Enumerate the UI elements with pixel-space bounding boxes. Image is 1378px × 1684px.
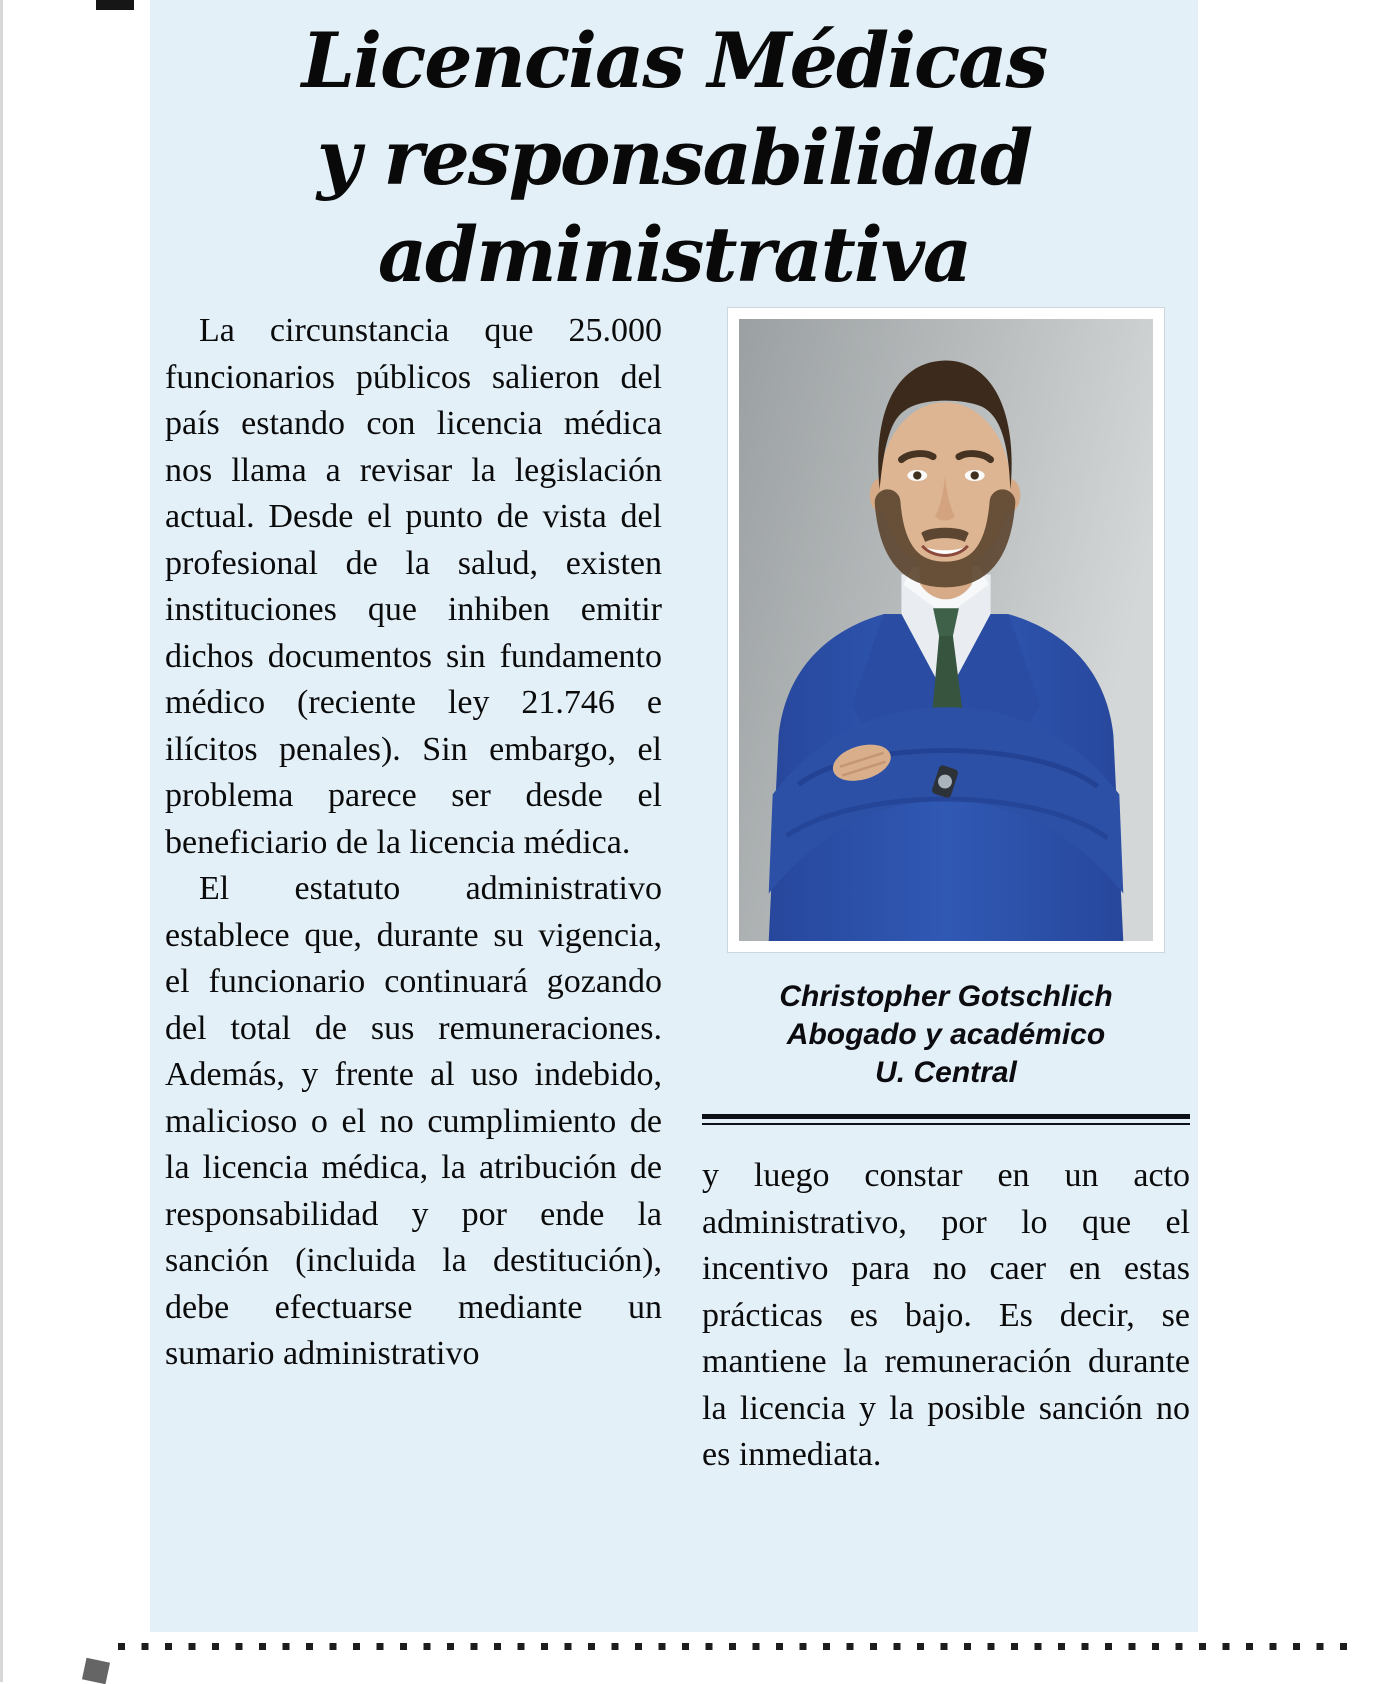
article-column-left: [165, 308, 662, 1378]
portrait-illustration: [739, 319, 1153, 941]
article-title: [150, 12, 1198, 303]
bottom-corner-mark: [82, 1658, 110, 1684]
article-column-right: [702, 308, 1190, 1479]
portrait-photo: [728, 308, 1164, 952]
caption-name: Christopher Gotschlich: [779, 980, 1113, 1013]
bottom-dotted-rule: [118, 1643, 1348, 1650]
photo-caption: [702, 978, 1190, 1092]
title-line-3: administrativa: [377, 210, 971, 299]
article-panel: [150, 0, 1198, 1632]
page-top-mark: [96, 0, 134, 10]
title-line-1: Licencias Médicas: [301, 16, 1047, 105]
title-line-2: y responsabilidad: [316, 113, 1032, 202]
caption-institution: U. Central: [875, 1056, 1017, 1089]
section-divider-rule: [702, 1114, 1190, 1125]
article-paragraph-2: El estatuto administrativo establece que, durante su vigencia, el funcionario continuará gozando del total de sus remuneraciones. Además, y frente al uso indebido, malicioso o el no cumplimiento de la licencia médica, la atribución de responsabilidad y por ende la sanción (incluida la destitución), debe efectuarse mediante un sumario administrativo: [165, 870, 662, 1372]
scan-edge-artifact: [0, 0, 3, 1682]
caption-role: Abogado y académico: [786, 1018, 1106, 1051]
article-paragraph-3: y luego constar en un acto administrativo, por lo que el incentivo para no caer en estas prácticas es bajo. Es decir, se mantiene la remuneración durante la licencia y la posible sanción no es inmediata.: [702, 1157, 1190, 1473]
article-paragraph-1: La circunstancia que 25.000 funcionarios públicos salieron del país estando con licencia médica nos llama a revisar la legislación actual. Desde el punto de vista del profesional de la salud, existen instituciones que inhiben emitir dichos documentos sin fundamento médico (reciente ley 21.746 e ilícitos penales). Sin embargo, el problema parece ser desde el beneficiario de la licencia médica.: [165, 312, 662, 861]
